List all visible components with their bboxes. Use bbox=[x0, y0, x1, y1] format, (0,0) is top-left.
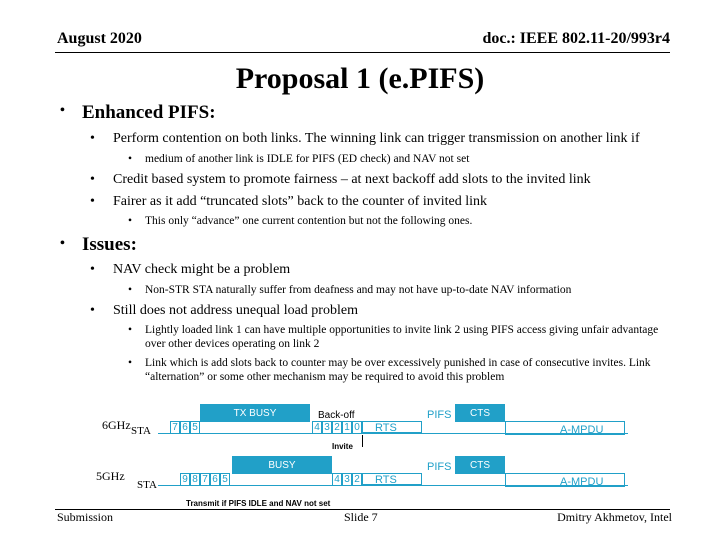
cts-label-6ghz: CTS bbox=[470, 408, 490, 419]
pifs-label-5ghz: PIFS bbox=[427, 461, 452, 473]
bullet-dot: • bbox=[90, 131, 95, 146]
bullet-non-str: Non-STR STA naturally suffer from deafness and may not have up-to-date NAV information bbox=[145, 284, 572, 296]
slot-5g-left: 9 bbox=[180, 473, 190, 486]
slot-5g-right: 2 bbox=[352, 473, 362, 486]
bullet-dot: • bbox=[128, 215, 133, 227]
header-doc-id: doc.: IEEE 802.11-20/993r4 bbox=[482, 30, 670, 47]
bullet-advance: This only “advance” one current contention but not the following ones. bbox=[145, 215, 473, 227]
bullet-dot: • bbox=[128, 357, 133, 369]
invite-marker bbox=[362, 435, 363, 447]
header-date: August 2020 bbox=[57, 30, 142, 47]
busy-label: BUSY bbox=[268, 460, 296, 471]
sta-label-5ghz: STA bbox=[137, 479, 157, 491]
slot-6g-left: 5 bbox=[190, 421, 200, 434]
slot-6g-right: 4 bbox=[312, 421, 322, 434]
footer-submission: Submission bbox=[57, 510, 114, 524]
footer-author: Dmitry Akhmetov, Intel bbox=[557, 510, 672, 524]
bullet-medium-idle: medium of another link is IDLE for PIFS (ED check) and NAV not set bbox=[145, 153, 470, 165]
slot-6g-right: 3 bbox=[322, 421, 332, 434]
band-label-5ghz: 5GHz bbox=[96, 469, 125, 483]
bullet-dot: • bbox=[128, 324, 133, 336]
backoff-label: Back-off bbox=[318, 410, 355, 421]
sta-label-6ghz: STA bbox=[131, 425, 151, 437]
slot-5g-left: 7 bbox=[200, 473, 210, 486]
rts-label-6ghz: RTS bbox=[375, 422, 397, 434]
slide-title: Proposal 1 (e.PIFS) bbox=[235, 62, 485, 95]
ampdu-label-6ghz: A-MPDU bbox=[560, 424, 604, 436]
bullet-punished-line1: Link which is add slots back to counter may be over excessively punished in case of consecutive invites. Link bbox=[145, 357, 651, 369]
bullet-dot: • bbox=[128, 284, 133, 296]
slot-6g-right: 0 bbox=[352, 421, 362, 434]
slot-5g-left: 6 bbox=[210, 473, 220, 486]
bullet-lightly-loaded-line1: Lightly loaded link 1 can have multiple opportunities to invite link 2 using PIFS access giving unfair advantage bbox=[145, 324, 659, 336]
slot-5g-right: 4 bbox=[332, 473, 342, 486]
bullet-dot: • bbox=[90, 194, 95, 209]
slot-5g-left: 8 bbox=[190, 473, 200, 486]
bullet-punished-line2: “alternation” or some other mechanism may be required to avoid this problem bbox=[145, 371, 505, 383]
bullet-dot: • bbox=[128, 153, 133, 165]
bullet-perform-contention: Perform contention on both links. The winning link can trigger transmission on another link if bbox=[113, 131, 640, 146]
rts-label-5ghz: RTS bbox=[375, 474, 397, 486]
footer-slide-number: Slide 7 bbox=[344, 510, 378, 524]
ampdu-label-5ghz: A-MPDU bbox=[560, 476, 604, 488]
bullet-dot: • bbox=[90, 262, 95, 277]
tx-busy-label: TX BUSY bbox=[233, 408, 277, 419]
bullet-unequal-load: Still does not address unequal load problem bbox=[113, 303, 358, 318]
bullet-dot: • bbox=[60, 103, 65, 118]
slot-6g-left: 7 bbox=[170, 421, 180, 434]
slot-6g-left: 6 bbox=[180, 421, 190, 434]
cts-label-5ghz: CTS bbox=[470, 460, 490, 471]
slot-6g-right: 1 bbox=[342, 421, 352, 434]
bullet-fairer: Fairer as it add “truncated slots” back to the counter of invited link bbox=[113, 194, 487, 209]
slot-5g-right: 3 bbox=[342, 473, 352, 486]
invite-label: Invite bbox=[332, 442, 353, 451]
bullet-enhanced-pifs: Enhanced PIFS: bbox=[82, 102, 216, 123]
pifs-label-6ghz: PIFS bbox=[427, 409, 452, 421]
bullet-nav-check: NAV check might be a problem bbox=[113, 262, 291, 277]
transmit-note: Transmit if PIFS IDLE and NAV not set bbox=[186, 499, 331, 508]
slot-6g-right: 2 bbox=[332, 421, 342, 434]
bullet-dot: • bbox=[90, 172, 95, 187]
bullet-dot: • bbox=[90, 303, 95, 318]
band-label-6ghz: 6GHz bbox=[102, 418, 131, 432]
bullet-dot: • bbox=[60, 236, 65, 251]
bullet-lightly-loaded-line2: over other devices operating on link 2 bbox=[145, 338, 320, 350]
slot-5g-left: 5 bbox=[220, 473, 230, 486]
bullet-credit-system: Credit based system to promote fairness – at next backoff add slots to the invited link bbox=[113, 172, 591, 187]
header-rule bbox=[55, 52, 670, 53]
bullet-issues: Issues: bbox=[82, 234, 137, 255]
